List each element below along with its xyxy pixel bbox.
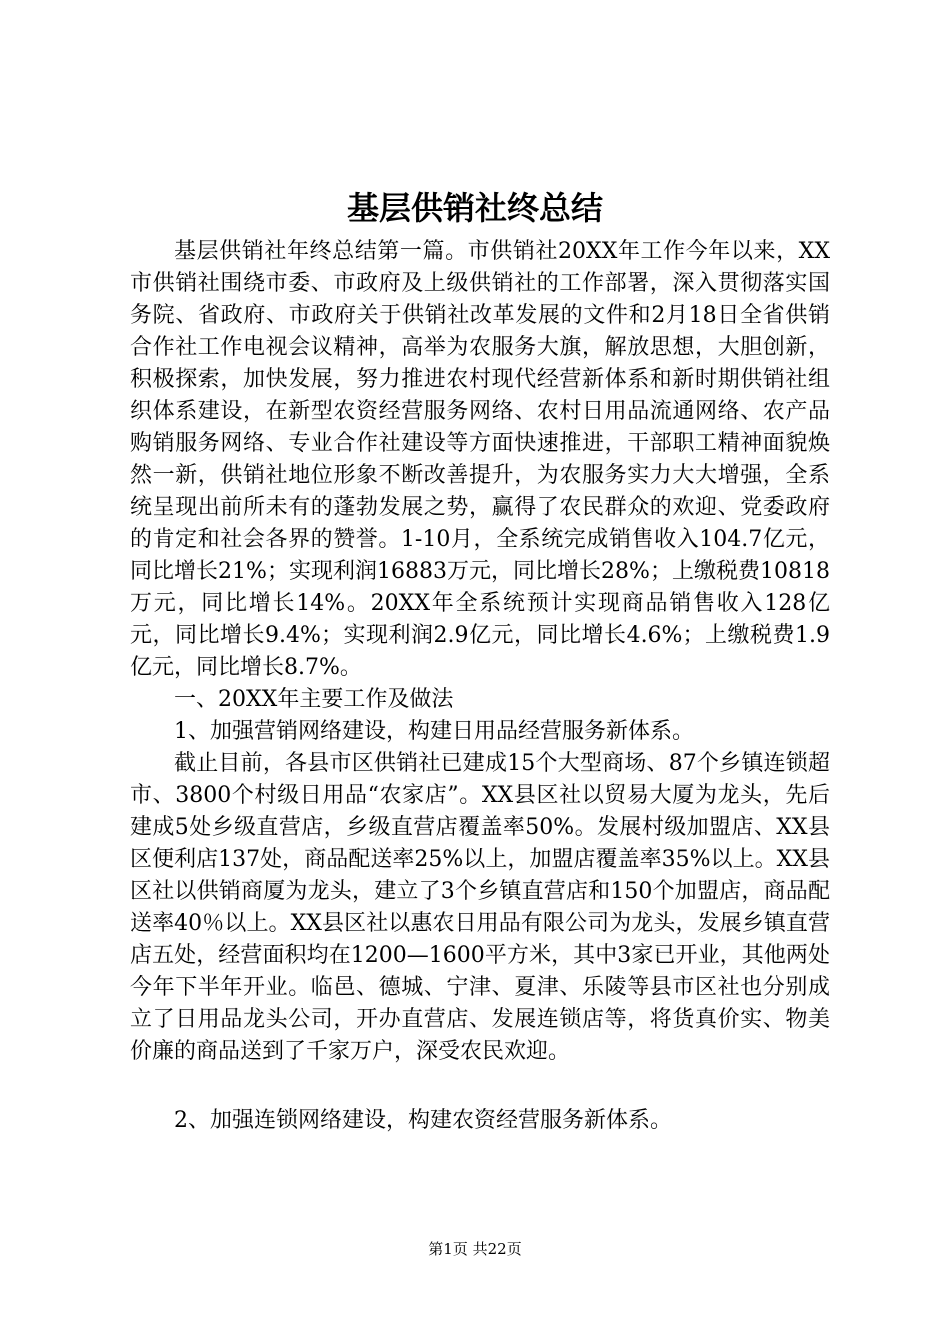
paragraph-intro: 基层供销社年终总结第一篇。市供销社20XX年工作今年以来，XX市供销社围绕市委、市政府及上级供销社的工作部署，深入贯彻落实国务院、省政府、市政府关于供销社改革发展的文件和2月18日全省供销合作社工作电视会议精神，高举为农服务大旗，解放思想，大胆创新，积极探索，加快发展，努力推进农村现代经营新体系和新时期供销社组织体系建设，在新型农资经营服务网络、农村日用品流通网络、农产品购销服务网络、专业合作社建设等方面快速推进，干部职工精神面貌焕然一新，供销社地位形象不断改善提升，为农服务实力大大增强，全系统呈现出前所未有的蓬勃发展之势，赢得了农民群众的欢迎、党委政府的肯定和社会各界的赞誉。1-10月，全系统完成销售收入104.7亿元，同比增长21%；实现利润16883万元，同比增长28%；上缴税费10818万元，同比增长14%。20XX年全系统预计实现商品销售收入128亿元，同比增长9.4%；实现利润2.9亿元，同比增长4.6%；上缴税费1.9亿元，同比增长8.7%。 <box>130 239 830 680</box>
document-title: 基层供销社终总结 <box>346 189 603 227</box>
section-heading: 一、20XX年主要工作及做法 <box>174 687 454 712</box>
document-body <box>130 236 830 1137</box>
page-number-footer: 第1页 共22页 <box>428 1240 522 1258</box>
subsection-heading-2: 2、加强连锁网络建设，构建农资经营服务新体系。 <box>174 1108 672 1133</box>
paragraph-network: 截止目前，各县市区供销社已建成15个大型商场、87个乡镇连锁超市、3800个村级日用品“农家店”。XX县区社以贸易大厦为龙头，先后建成5处乡级直营店，乡级直营店覆盖率50%。发展村级加盟店、XX县区便利店137处，商品配送率25%以上，加盟店覆盖率35%以上。XX县区社以供销商厦为龙头，建立了3个乡镇直营店和150个加盟店，商品配送率40％以上。XX县区社以惠农日用品有限公司为龙头，发展乡镇直营店五处，经营面积均在1200—1600平方米，其中3家已开业，其他两处今年下半年开业。临邑、德城、宁津、夏津、乐陵等县市区社也分别成立了日用品龙头公司，开办直营店、发展连锁店等，将货真价实、物美价廉的商品送到了千家万户，深受农民欢迎。 <box>130 751 830 1064</box>
subsection-heading-1: 1、加强营销网络建设，构建日用品经营服务新体系。 <box>174 719 694 744</box>
paragraph-gap <box>130 1068 830 1105</box>
